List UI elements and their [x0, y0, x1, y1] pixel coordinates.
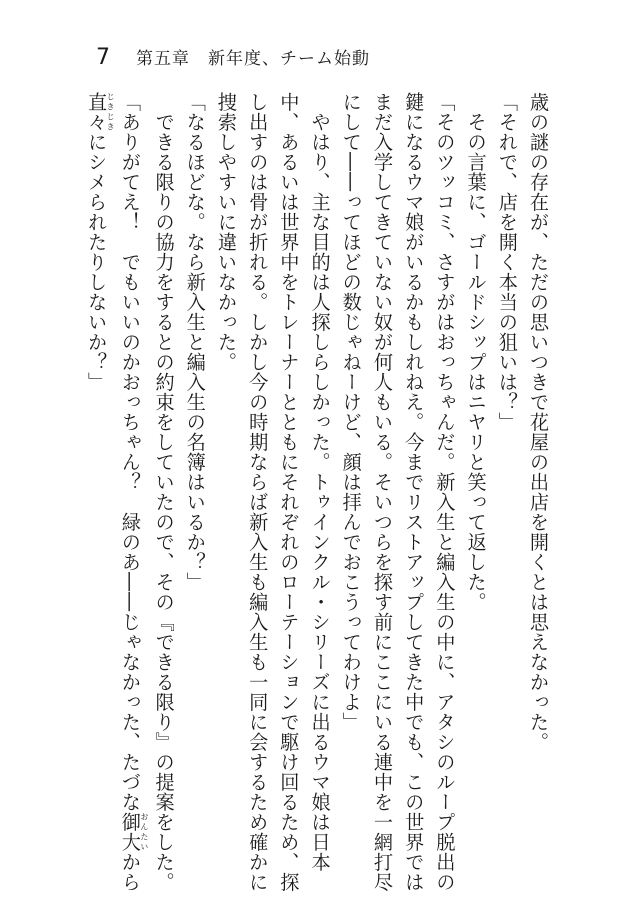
text-line — [81, 92, 115, 872]
ruby-base: 直々 — [85, 92, 109, 132]
page-number: 7 — [96, 45, 110, 70]
text-line: にして――ってほどの数じゃねーけど、顔は拝んでおこうってわけよ」 — [339, 92, 363, 732]
line-part: 「ありがてえ！ でもいいのかおっちゃん？ 緑のあ――じゃなかった、たづな — [118, 92, 142, 812]
text-line: 捜索しやすいに違いなかった。 — [214, 92, 238, 372]
chapter-title: 第五章 新年度、チーム始動 — [136, 49, 370, 69]
text-line: まだ入学してきていない奴が何人もいる。そいつらを探す前にここにいる連中を一網打尽 — [370, 92, 394, 892]
line-part: から — [118, 851, 142, 892]
text-line: 「なるほどな。なら新入生と編入生の名簿はいるか？」 — [183, 92, 207, 592]
line-part: にシメられたりしないか？」 — [85, 132, 109, 392]
text-line: 「それで、店を開く本当の狙いは？」 — [495, 92, 519, 432]
text-line: やはり、主な目的は人探しらしかった。トゥインクル・シリーズに出るウマ娘は日本 — [308, 92, 332, 872]
running-header — [96, 44, 370, 70]
text-line: し出すのは骨が折れる。しかし今の時期ならば新入生も編入生も一同に会するため確かに — [246, 92, 270, 892]
text-line: その言葉に、ゴールドシップはニヤリと笑って返した。 — [464, 92, 488, 612]
text-line: 中、あるいは世界中をトレーナーとともにそれぞれのローテーションで駆け回るため、探 — [277, 92, 301, 892]
ruby-jikijiki — [85, 92, 116, 132]
text-line — [115, 92, 149, 892]
ruby-reading: おんたい — [139, 811, 149, 852]
text-line: 鍵になるウマ娘がいるかもしれねえ。今までリストアップしてきた中でも、この世界では — [402, 92, 426, 892]
text-line: 「そのツッコミ、さすがはおっちゃんだ。新入生と編入生の中に、アタシのループ脱出の — [433, 92, 457, 892]
text-line: 歳の謎の存在が、ただの思いつきで花屋の出店を開くとは思えなかった。 — [527, 92, 550, 752]
vertical-body-text — [84, 92, 554, 892]
ruby-reading: じきじき — [106, 92, 116, 132]
text-line: できる限りの協力をするとの約束をしていたので、その『できる限り』の提案をした。 — [152, 92, 176, 892]
ruby-onta — [118, 811, 149, 852]
ruby-base: 御大 — [118, 811, 142, 852]
